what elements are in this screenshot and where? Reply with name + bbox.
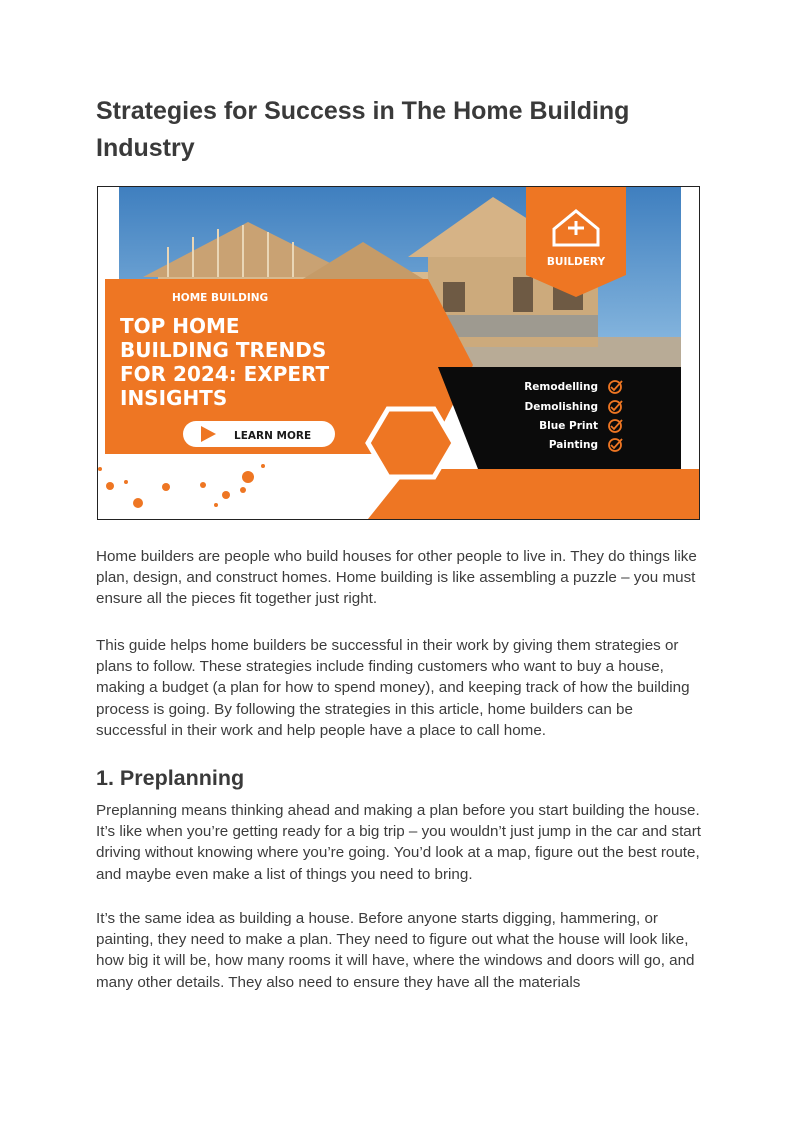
service-item-painting: Painting — [548, 439, 598, 451]
learn-more-label: LEARN MORE — [234, 430, 312, 442]
learn-more-button[interactable] — [183, 421, 335, 447]
preplanning-paragraph-1: Preplanning means thinking ahead and making a plan before you start building the house. It’s like when you’re getting ready for a big trip – you wouldn’t just jump in the car and start driving without knowing where you’re going. You’d look at a map, figure out the best route, and maybe even make a list of things you need to bring. — [96, 802, 702, 883]
banner-headline-line-4: INSIGHTS — [120, 386, 228, 410]
section-heading-preplanning: 1. Preplanning — [96, 766, 245, 790]
intro-paragraph-2: This guide helps home builders be successful in their work by giving them strategies or plans to follow. These strategies include finding customers who want to buy a house, making a budget (a plan for how to spend money), and keeping track of how the building process is going. By following the strategies in this article, home builders can be successful in their work and help people have a place to call home. — [96, 637, 690, 739]
service-item-blue-print: Blue Print — [539, 420, 598, 432]
service-item-demolishing: Demolishing — [524, 401, 598, 413]
preplanning-paragraph-2: It’s the same idea as building a house. Before anyone starts digging, hammering, or painting, they need to make a plan. They need to figure out what the house will look like, how big it will be, how many rooms it will have, where the windows and doors will go, and many other details. They also need to ensure they have all the materials — [96, 910, 695, 991]
banner-headline-line-1: TOP HOME — [120, 314, 240, 338]
brand-badge — [526, 187, 626, 297]
brand-name: BUILDERY — [546, 256, 606, 268]
intro-paragraph-1: Home builders are people who build houses for other people to live in. They do things like plan, design, and construct homes. Home building is like assembling a puzzle – you must ensure all the pieces fit together just right. — [96, 548, 697, 608]
banner-headline-line-3: FOR 2024: EXPERT — [120, 362, 330, 386]
banner-kicker: HOME BUILDING — [172, 292, 269, 304]
service-item-remodelling: Remodelling — [524, 381, 598, 393]
banner-headline-line-2: BUILDING TRENDS — [120, 338, 327, 362]
hexagon-accent — [368, 409, 454, 477]
page-title: Strategies for Success in The Home Building Industry — [96, 97, 630, 162]
hero-banner — [97, 186, 700, 520]
